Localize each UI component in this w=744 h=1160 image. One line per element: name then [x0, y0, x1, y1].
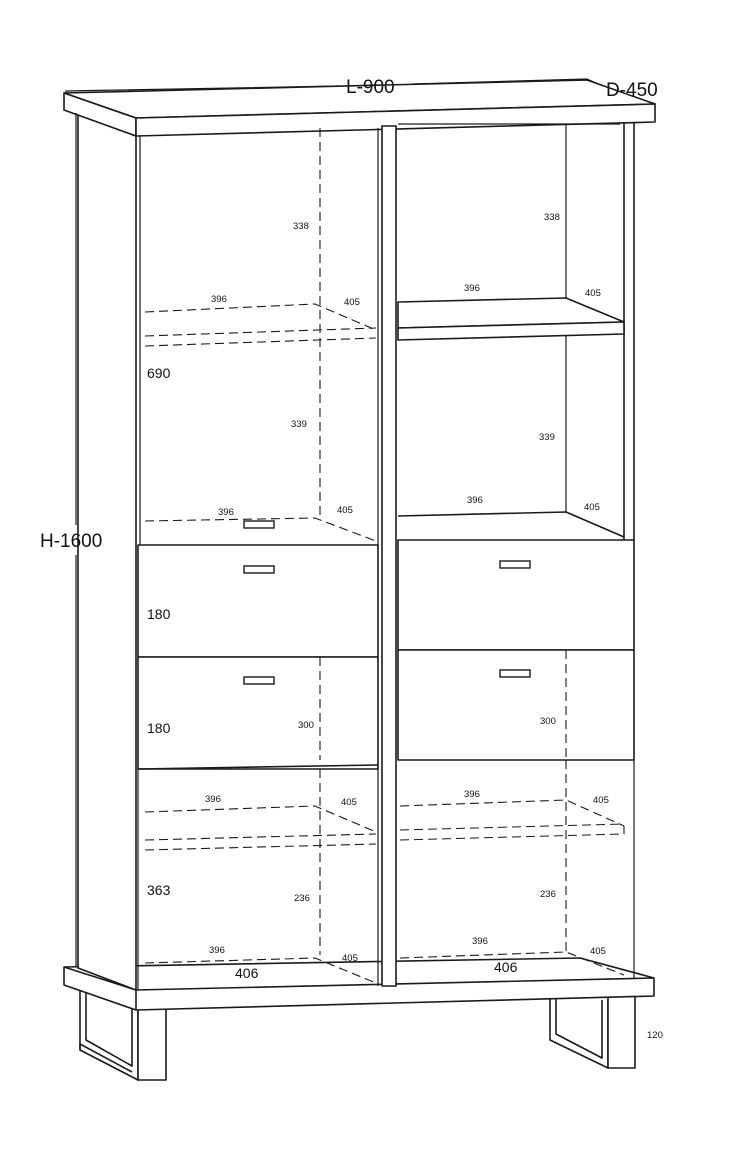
left-upper-height-label: 690 [147, 365, 171, 381]
left-shelf-depth-b-label: 405 [337, 505, 353, 516]
right-top-shelf-space-label: 338 [544, 212, 560, 223]
right-drawer-depth-label: 300 [540, 716, 556, 727]
left-shelf-width-d-label: 396 [209, 945, 225, 956]
carcass-back-edge [624, 120, 634, 540]
leg-height-label: 120 [647, 1030, 663, 1041]
right-shelf-depth-d-label: 405 [590, 946, 606, 957]
left-shelf-depth-c-label: 405 [341, 797, 357, 808]
right-shelf-depth-a-label: 405 [585, 288, 601, 299]
center-divider [382, 126, 396, 986]
length-label: L-900 [346, 77, 395, 98]
left-bottom-shelf-space-label: 236 [294, 893, 310, 904]
right-upper-compartment [398, 124, 624, 537]
left-top-shelf-space-label: 338 [293, 221, 309, 232]
left-shelf-depth-a-label: 405 [344, 297, 360, 308]
left-shelf-width-c-label: 396 [205, 794, 221, 805]
right-shelf-width-c-label: 396 [464, 789, 480, 800]
left-drawer-depth-label: 300 [298, 720, 314, 731]
left-lower-height-label: 363 [147, 882, 171, 898]
right-drawer-lower [398, 650, 634, 760]
left-inner-width-label: 406 [235, 965, 259, 981]
depth-label: D-450 [606, 80, 658, 101]
right-shelf-width-d-label: 396 [472, 936, 488, 947]
right-shelf-width-b-label: 396 [467, 495, 483, 506]
left-middle-shelf-space-label: 339 [291, 419, 307, 430]
height-label: H-1600 [40, 531, 103, 552]
left-drawer-handle-hidden [244, 521, 274, 528]
right-shelf-depth-c-label: 405 [593, 795, 609, 806]
left-drawer-upper [138, 545, 378, 657]
left-drawer-1-height-label: 180 [147, 606, 171, 622]
left-drawer-2-height-label: 180 [147, 720, 171, 736]
right-inner-width-label: 406 [494, 959, 518, 975]
plinth [64, 958, 654, 1010]
right-middle-shelf-space-label: 339 [539, 432, 555, 443]
right-drawer-upper [398, 540, 634, 650]
right-bottom-shelf-space-label: 236 [540, 889, 556, 900]
right-shelf-width-a-label: 396 [464, 283, 480, 294]
left-upper-compartment [140, 128, 378, 548]
left-shelf-depth-d-label: 405 [342, 953, 358, 964]
left-shelf-width-b-label: 396 [218, 507, 234, 518]
right-leg-frame [550, 995, 635, 1068]
front-left-leg [138, 1003, 166, 1080]
right-shelf-depth-b-label: 405 [584, 502, 600, 513]
left-shelf-width-a-label: 396 [211, 294, 227, 305]
left-drawer-lower [138, 657, 378, 769]
